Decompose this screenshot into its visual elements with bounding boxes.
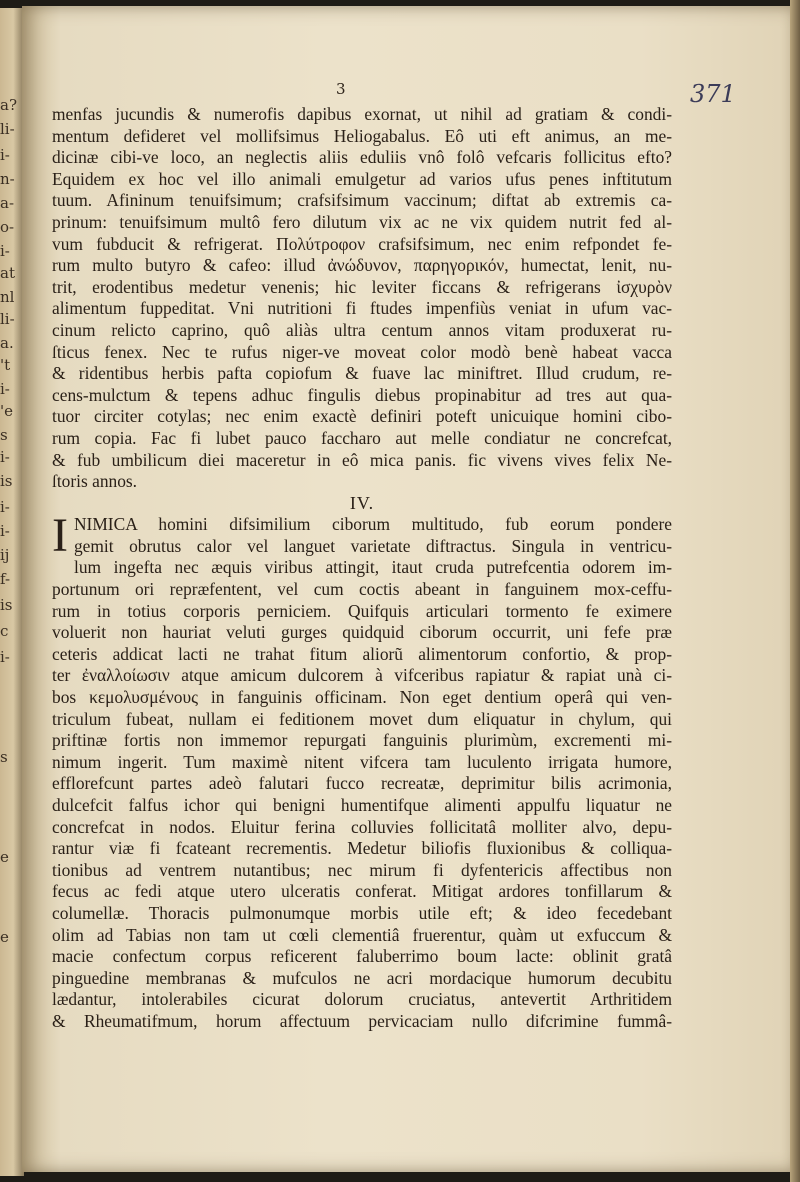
text-line: triculum fubeat, nullam ei feditionem movet dum eliquatur in chylum, qui — [52, 708, 672, 729]
text-line: NIMICA homini difsimilium ciborum multitudo, fub eorum pondere — [73, 514, 672, 535]
text-line: columellæ. Thoracis pulmonumque morbis utile eft; & ideo fecedebant — [52, 902, 672, 923]
text-line: fecus ac fedi atque utero ulceratis conferat. Mitigat ardores tonfillarum & — [52, 881, 672, 902]
text-line: macie confectum corpus reficerent faluberrimo boum lacte: oblinit gratâ — [52, 946, 672, 967]
text-line: priftinæ fortis non immemor repurgati fanguinis plurimùm, excrementi mi- — [52, 730, 672, 751]
margin-fragment: n- — [0, 170, 15, 188]
text-line: tionibus ad ventrem nutantibus; nec mirum fi dyfentericis affectibus non — [52, 859, 672, 880]
margin-fragment: o- — [0, 218, 15, 236]
text-line: ſtoris annos. — [52, 471, 138, 492]
text-line: efflorefcunt partes adeò falutari fucco recreatæ, deprimitur bilis acrimonia, — [52, 773, 672, 794]
margin-fragment: c — [0, 622, 9, 640]
handwritten-folio-number: 371 — [690, 80, 736, 108]
text-line: lædantur, intolerabiles cicurat dolorum cruciatus, antevertit Arthritidem — [52, 989, 672, 1010]
margin-fragment: e — [0, 848, 9, 866]
text-line: trit, erodentibus medetur venenis; hic leviter ficcans & refrigerans ἰσχυρὸν — [52, 276, 672, 297]
margin-fragment: a- — [0, 194, 15, 212]
margin-fragment: i- — [0, 380, 10, 398]
margin-fragment: s — [0, 748, 8, 766]
text-line: & Rheumatifmum, horum affectuum pervicaciam nullo difcrimine fummâ- — [52, 1010, 672, 1031]
text-line: tuor circiter cotylas; nec enim exactè definiri poteft unicuique homini cibo- — [52, 406, 672, 427]
paragraph-2 — [52, 509, 672, 1032]
text-line: vum fubducit & refrigerat. Πολύτροφον crafsifsimum, nec enim refpondet fe- — [52, 233, 672, 254]
margin-fragment: i- — [0, 448, 10, 466]
margin-fragment: is — [0, 596, 13, 614]
margin-fragment: is — [0, 472, 13, 490]
text-line: dicinæ cibi-ve loco, an neglectis aliis eduliis vnô folô vefcaris follicitus efto? — [52, 147, 672, 168]
text-line: rum in totius corporis perniciem. Quifquis articulari tormento fe eximere — [52, 600, 672, 621]
book-page — [22, 6, 794, 1172]
text-line: gemit obrutus calor vel languet varietate diftractus. Singula in ventricu- — [73, 535, 672, 556]
paragraph-1 — [52, 104, 672, 493]
text-line: ſticus fenex. Nec te rufus niger-ve moveat color modò benè habeat vacca — [52, 341, 672, 362]
text-line: voluerit non hauriat veluti gurges quidquid ciborum occurrit, uni fefe præ — [52, 622, 672, 643]
text-line: pinguedine membranas & mufculos ne acri mordacique humorum decubitu — [52, 967, 672, 988]
text-line: tuum. Afininum tenuifsimum; crafsifsimum vaccinum; diftat ab extremis ca- — [52, 190, 672, 211]
left-page-edge — [0, 8, 24, 1176]
margin-fragment: i- — [0, 498, 10, 516]
text-line: olim ad Tabias non tam ut cœli clementiâ fruerentur, quàm ut exfuccum & — [52, 924, 672, 945]
text-line: Equidem ex hoc vel illo animali emulgetur ad varios ufus penes inftitutum — [52, 168, 672, 189]
page-number: 3 — [336, 80, 346, 98]
margin-fragment: s — [0, 426, 8, 444]
text-line: lum ingefta nec æquis viribus attingit, itaut cruda putrefcentia odorem im- — [73, 557, 672, 578]
text-line: & ridentibus herbis pafta copiofum & fuave lac miniftret. Illud crudum, re- — [52, 363, 672, 384]
margin-fragment: at — [0, 264, 15, 282]
margin-fragment: nl — [0, 288, 15, 306]
text-line: & fub umbilicum diei maceretur in eô mica panis. fic vivens vives felix Ne- — [52, 449, 672, 470]
text-line: rantur viæ fi fcateant recrementis. Medetur biliofis fluxionibus & colliqua- — [52, 838, 672, 859]
margin-fragment: i- — [0, 648, 10, 666]
section-heading: IV. — [349, 492, 375, 513]
text-line: cinum relicto caprino, quô aliàs ultra centum annos vitam produxerat ru- — [52, 319, 672, 340]
text-line: mentum defideret vel mollifsimus Heliogabalus. Eô uti eft animus, an me- — [52, 125, 672, 146]
margin-fragment: li- — [0, 310, 15, 328]
drop-initial: I — [52, 509, 68, 563]
margin-fragment: a? — [0, 96, 17, 114]
margin-fragment: i- — [0, 522, 10, 540]
text-line: ceteris addicat lacti ne trahat fitum aliorũ alimentorum confortio, & prop- — [52, 643, 672, 664]
text-line: alimentum fuppeditat. Vni nutritioni fi ftudes impenfiùs veniat in ufum vac- — [52, 298, 672, 319]
text-line: prinum: tenuifsimum multô fero dilutum vix ac ne vix quidem nutrit fed al- — [52, 211, 672, 232]
text-line: menfas jucundis & numerofis dapibus exornat, ut nihil ad gratiam & condi- — [52, 104, 672, 124]
margin-fragment: f- — [0, 570, 11, 588]
margin-fragment: 't — [0, 356, 11, 374]
text-line: dulcefcit falfus ichor qui benigni humentifque alimenti appulfu liquatur ne — [52, 795, 672, 815]
text-line: rum multo butyro & cafeo: illud ἀνώδυνον, παρηγορικόν, humectat, lenit, nu- — [52, 255, 672, 276]
text-line: nimum ingerit. Tum maximè nitent vifcera tam luculento irrigata humore, — [52, 751, 672, 772]
margin-fragment: i- — [0, 146, 10, 164]
text-line: rum copia. Fac fi lubet pauco faccharo aut melle condiatur ne concrefcat, — [52, 427, 672, 448]
text-line: concrefcat in nodos. Eluitur ferina colluvies follicitatâ molliter alvo, depu- — [52, 816, 672, 837]
text-line: cens-mulctum & tepens adhuc fingulis diebus propinabitur ad tres aut qua- — [52, 384, 672, 405]
margin-fragment: a. — [0, 334, 14, 352]
right-page-edge — [790, 0, 800, 1182]
text-line: bos κεμολυσμένους in fanguinis officinam. Non eget dentium operâ qui ven- — [52, 687, 672, 708]
body-text — [52, 104, 672, 1033]
text-line: portunum ori repræfentent, vel cum coctis abeant in fanguinem mox-ceffu- — [52, 579, 672, 600]
margin-fragment: 'e — [0, 402, 14, 420]
text-line: ter ἐναλλοίωσιν atque amicum dulcorem à vifceribus rapiatur & rapiat unà ci- — [52, 665, 672, 686]
margin-fragment: ij — [0, 546, 10, 564]
margin-fragment: i- — [0, 242, 10, 260]
margin-fragment: e — [0, 928, 9, 946]
margin-fragment: li- — [0, 120, 15, 138]
